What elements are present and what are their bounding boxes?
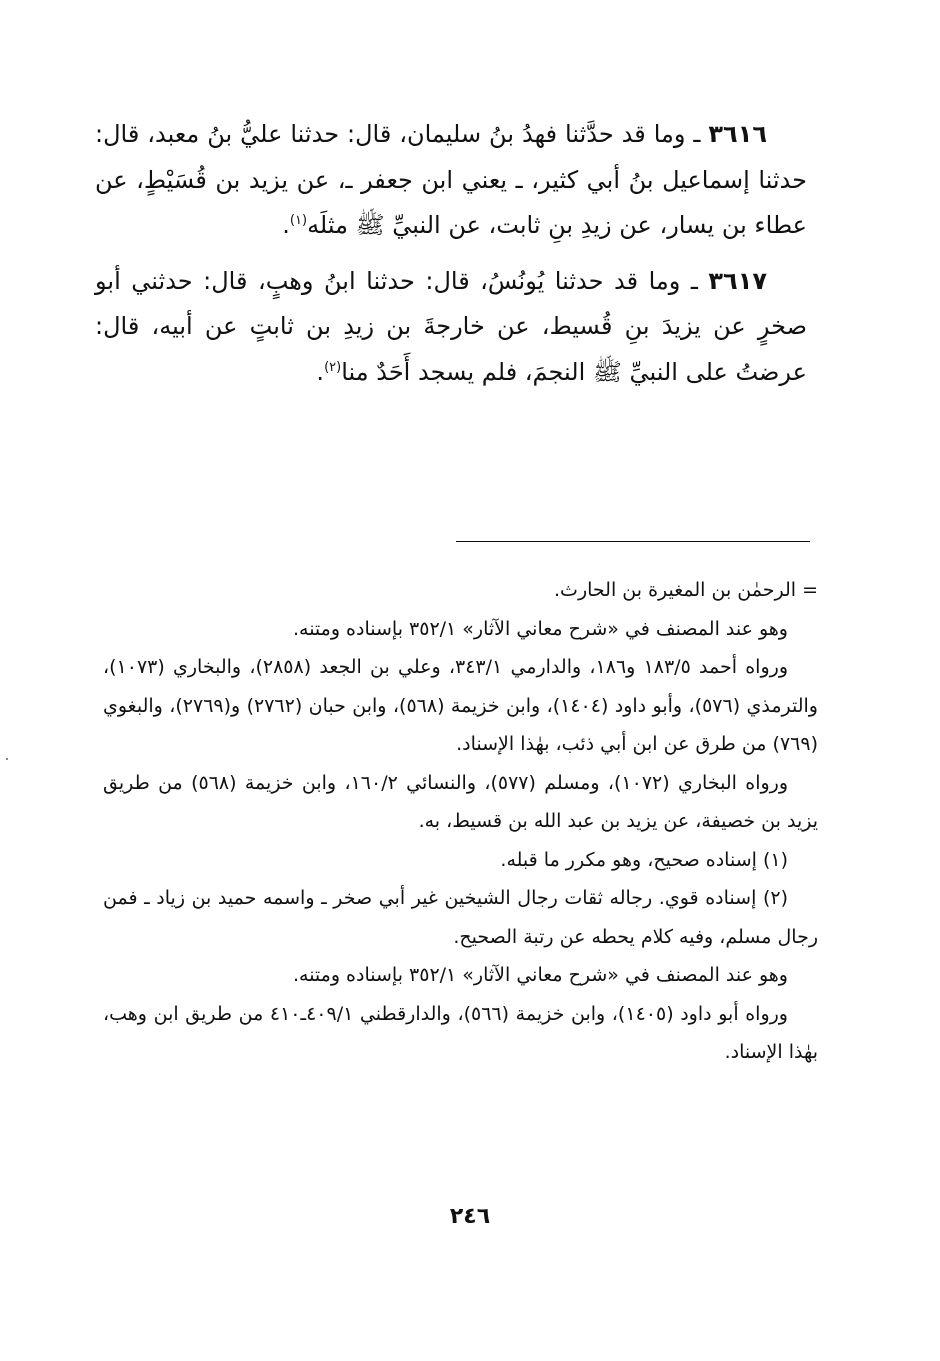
footnote-paragraph: ورواه البخاري (١٠٧٢)، ومسلم (٥٧٧)، والنسائي ١٦٠/٢، وابن خزيمة (٥٦٨) من طريق يزيد بن خصيفة، عن يزيد بن عبد الله بن قسيط، به.: [103, 771, 818, 832]
hadith-3617: [95, 259, 807, 396]
footnote-1: (١) إسناده صحيح، وهو مكرر ما قبله.: [500, 848, 788, 871]
hadith-end: .: [316, 357, 325, 386]
footnote-ref[interactable]: (١): [289, 213, 308, 228]
hadith-number: ٣٦١٧: [708, 266, 767, 295]
hadith-text: ـ وما قد حدثنا يُونُسُ، قال: حدثنا ابنُ وهبٍ، قال: حدثني أبو صخرٍ عن يزيدَ بنِ قُسيط، عن خارجةَ بن زيدِ بن ثابتٍ عن أبيه، قال: عرضتُ على النبيِّ ﷺ النجمَ، فلم يسجد أَحَدٌ منا: [95, 266, 807, 386]
footnote-paragraph: وهو عند المصنف في «شرح معاني الآثار» ٣٥٢/١ بإسناده ومتنه.: [292, 964, 788, 986]
hadith-number: ٣٦١٦: [708, 120, 767, 148]
hadith-text: ـ وما قد حدَّثنا فهدُ بنُ سليمان، قال: حدثنا عليُّ بنُ معبد، قال: حدثنا إسماعيل بنُ أبي كثير، ـ يعني ابن جعفر ـ، عن يزيد بن قُسَيْطٍ، عن عطاء بن يسار، عن زيدِ بنِ ثابت، عن النبيِّ ﷺ مثلَه: [95, 120, 807, 239]
scan-speck: [6, 758, 8, 760]
footnote-paragraph: ورواه أبو داود (١٤٠٥)، وابن خزيمة (٥٦٦)، والدارقطني ٤٠٩/١ـ٤١٠ من طريق ابن وهب، بهٰذا الإسناد.: [103, 1002, 818, 1063]
footnote-paragraph: وهو عند المصنف في «شرح معاني الآثار» ٣٥٢/١ بإسناده ومتنه.: [292, 617, 788, 640]
page-number: ٢٤٦: [449, 1204, 491, 1229]
footnote-continuation: = الرحمٰن بن المغيرة بن الحارث.: [554, 579, 818, 601]
footnote-2: (٢) إسناده قوي. رجاله ثقات رجال الشيخين غير أبي صخر ـ واسمه حميد بن زياد ـ فمن رجال مسلم، وفيه كلام يحطه عن رتبة الصحيح.: [103, 887, 818, 948]
footnotes: [103, 571, 818, 1072]
main-text: [95, 112, 807, 395]
footnote-ref[interactable]: (٢): [324, 359, 342, 375]
footnote-separator: [456, 541, 810, 542]
hadith-end: .: [282, 211, 290, 239]
hadith-3616: [95, 112, 807, 249]
footnote-paragraph: ورواه أحمد ١٨٣/٥ و١٨٦، والدارمي ٣٤٣/١، وعلي بن الجعد (٢٨٥٨)، والبخاري (١٠٧٣)، والترمذي (٥٧٦)، وأبو داود (١٤٠٤)، وابن خزيمة (٥٦٨)، وابن حبان (٢٧٦٢) و(٢٧٦٩)، والبغوي (٧٦٩) من طرق عن ابن أبي ذئب، بهٰذا الإسناد.: [103, 656, 818, 755]
